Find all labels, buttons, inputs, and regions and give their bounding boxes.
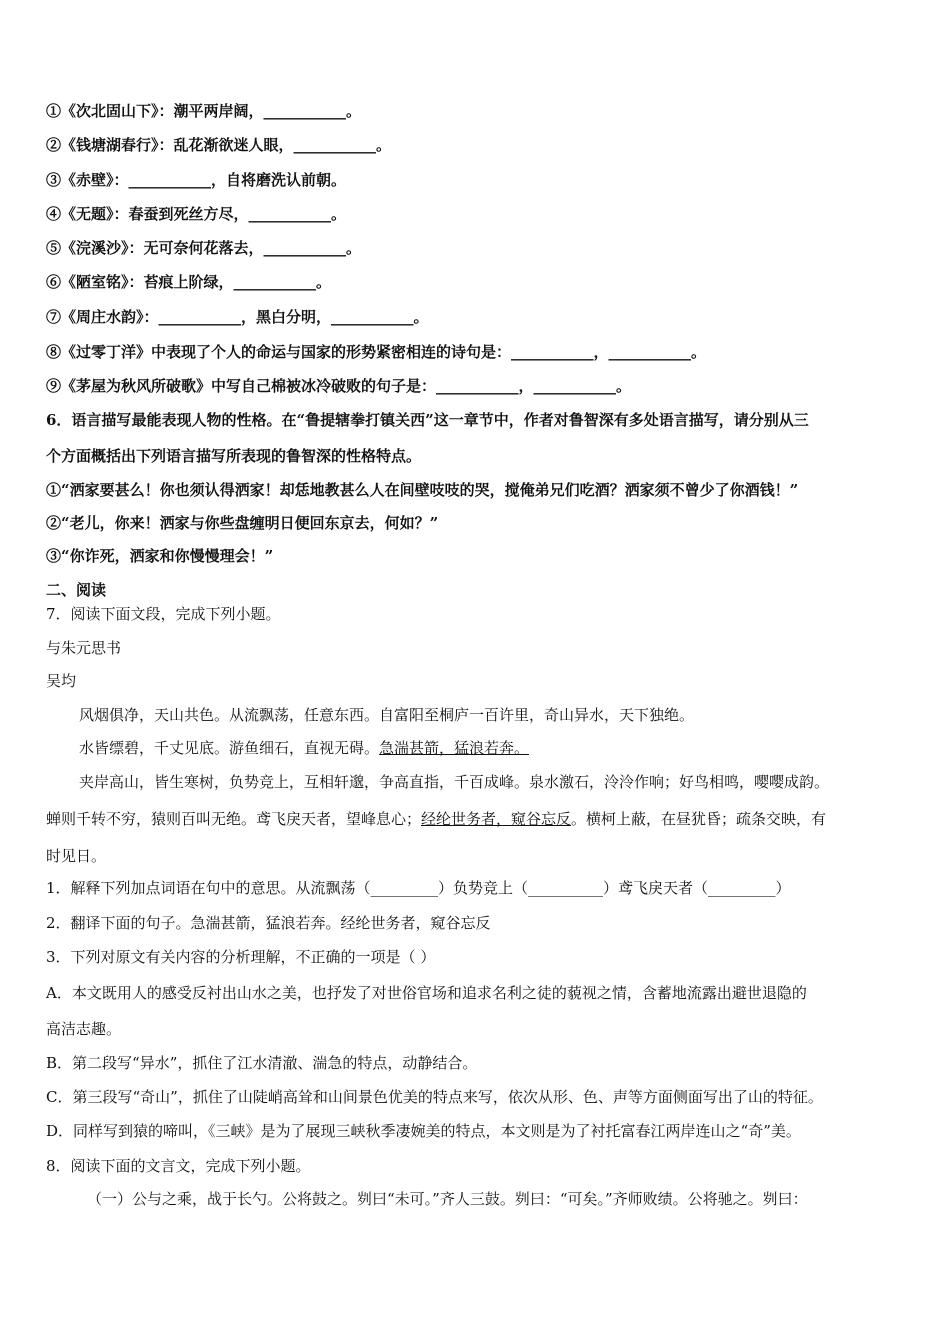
q6-stem-line-1: 6．语言描写最能表现人物的性格。在“鲁提辖拳打镇关西”这一章节中，作者对鲁智深有多处语言描写，请分别从三 bbox=[46, 411, 809, 429]
sub-question-3: 3．下列对原文有关内容的分析理解，不正确的一项是（ ） bbox=[46, 948, 436, 966]
q5-item-8: ⑧《过零丁洋》中表现了个人的命运与国家的形势紧密相连的诗句是：___________，___________。 bbox=[46, 343, 707, 361]
q5-item-3: ③《赤壁》：___________，自将磨洗认前朝。 bbox=[46, 171, 347, 189]
q6-quote-3: ③“你诈死，洒家和你慢慢理会！” bbox=[46, 547, 274, 565]
q5-item-2: ②《钱塘湖春行》：乱花渐欲迷人眼，___________。 bbox=[46, 136, 392, 154]
answer-blank: ___________ bbox=[248, 205, 332, 223]
answer-blank: ___________ bbox=[128, 171, 212, 189]
underlined-sentence: 急湍甚箭，猛浪若奔。 bbox=[379, 739, 530, 757]
sub-question-1: 1．解释下列加点词语在句中的意思。从流飘荡（_________）负势竞上（__________）鸢飞戾天者（_________） bbox=[46, 879, 791, 897]
passage-paragraph-1: 风烟俱净，天山共色。从流飘荡，任意东西。自富阳至桐庐一百许里，奇山异水，天下独绝。 bbox=[79, 706, 695, 724]
q8-passage-line-1: （一）公与之乘，战于长勺。公将鼓之。刿曰“未可。”齐人三鼓。刿曰：“可矣。”齐师败绩。公将驰之。刿曰： bbox=[87, 1190, 808, 1208]
q6-stem-line-2: 个方面概括出下列语言描写所表现的鲁智深的性格特点。 bbox=[46, 447, 422, 465]
answer-blank: ___________ bbox=[293, 136, 377, 154]
underlined-sentence: 经纶世务者，窥谷忘反 bbox=[421, 810, 572, 828]
q5-item-4: ④《无题》：春蚕到死丝方尽，___________。 bbox=[46, 205, 347, 223]
answer-blank: ___________ bbox=[263, 102, 347, 120]
sub-question-2: 2．翻译下面的句子。急湍甚箭，猛浪若奔。经纶世务者，窥谷忘反 bbox=[46, 914, 491, 932]
option-b: B．第二段写“异水”，抓住了江水清澈、湍急的特点，动静结合。 bbox=[46, 1054, 478, 1072]
section-heading: 二、阅读 bbox=[46, 581, 107, 599]
q6-quote-2: ②“老儿，你来！洒家与你些盘缠明日便回东京去，何如？” bbox=[46, 514, 439, 532]
option-a-line-1: A．本文既用人的感受反衬出山水之美，也抒发了对世俗官场和追求名利之徒的藐视之情，含蓄地流露出避世退隐的 bbox=[46, 984, 807, 1002]
passage-paragraph-3-line-2: 蝉则千转不穷，猿则百叫无绝。鸢飞戾天者，望峰息心；经纶世务者，窥谷忘反。横柯上蔽，在昼犹昏；疏条交映，有 bbox=[46, 810, 827, 828]
q5-item-9: ⑨《茅屋为秋风所破歌》中写自己棉被冰冷破败的句子是：___________，___________。 bbox=[46, 377, 632, 395]
answer-blank: ___________ bbox=[233, 273, 317, 291]
q5-item-1: ①《次北固山下》：潮平两岸阔，___________。 bbox=[46, 102, 362, 120]
passage-title: 与朱元思书 bbox=[46, 639, 122, 657]
option-c: C．第三段写“奇山”，抓住了山陡峭高耸和山间景色优美的特点来写，依次从形、色、声等方面侧面写出了山的特征。 bbox=[46, 1088, 823, 1106]
q5-item-5: ⑤《浣溪沙》：无可奈何花落去，___________。 bbox=[46, 239, 362, 257]
passage-author: 吴均 bbox=[46, 672, 77, 690]
passage-paragraph-3-line-1: 夹岸高山，皆生寒树，负势竞上，互相轩邈，争高直指，千百成峰。泉水激石，泠泠作响；好鸟相鸣，嘤嘤成韵。 bbox=[79, 773, 830, 791]
q8-intro: 8．阅读下面的文言文，完成下列小题。 bbox=[46, 1157, 311, 1175]
q5-item-6: ⑥《陋室铭》：苔痕上阶绿，___________。 bbox=[46, 273, 332, 291]
answer-blank: ___________ bbox=[263, 239, 347, 257]
option-a-line-2: 高洁志趣。 bbox=[46, 1020, 122, 1038]
q5-item-7: ⑦《周庄水韵》：___________，黑白分明，___________。 bbox=[46, 308, 429, 326]
q6-quote-1: ①“洒家要甚么！你也须认得洒家！却恁地教甚么人在间壁吱吱的哭，搅俺弟兄们吃酒？洒家须不曾少了你酒钱！” bbox=[46, 481, 799, 499]
option-d: D．同样写到猿的啼叫，《三峡》是为了展现三峡秋季凄婉美的特点，本文则是为了衬托富春江两岸连山之“奇”美。 bbox=[46, 1122, 801, 1140]
passage-paragraph-2: 水皆缥碧，千丈见底。游鱼细石，直视无碍。急湍甚箭，猛浪若奔。 bbox=[79, 739, 530, 757]
q7-intro: 7．阅读下面文段，完成下列小题。 bbox=[46, 605, 281, 623]
passage-paragraph-3-line-3: 时见日。 bbox=[46, 847, 107, 865]
